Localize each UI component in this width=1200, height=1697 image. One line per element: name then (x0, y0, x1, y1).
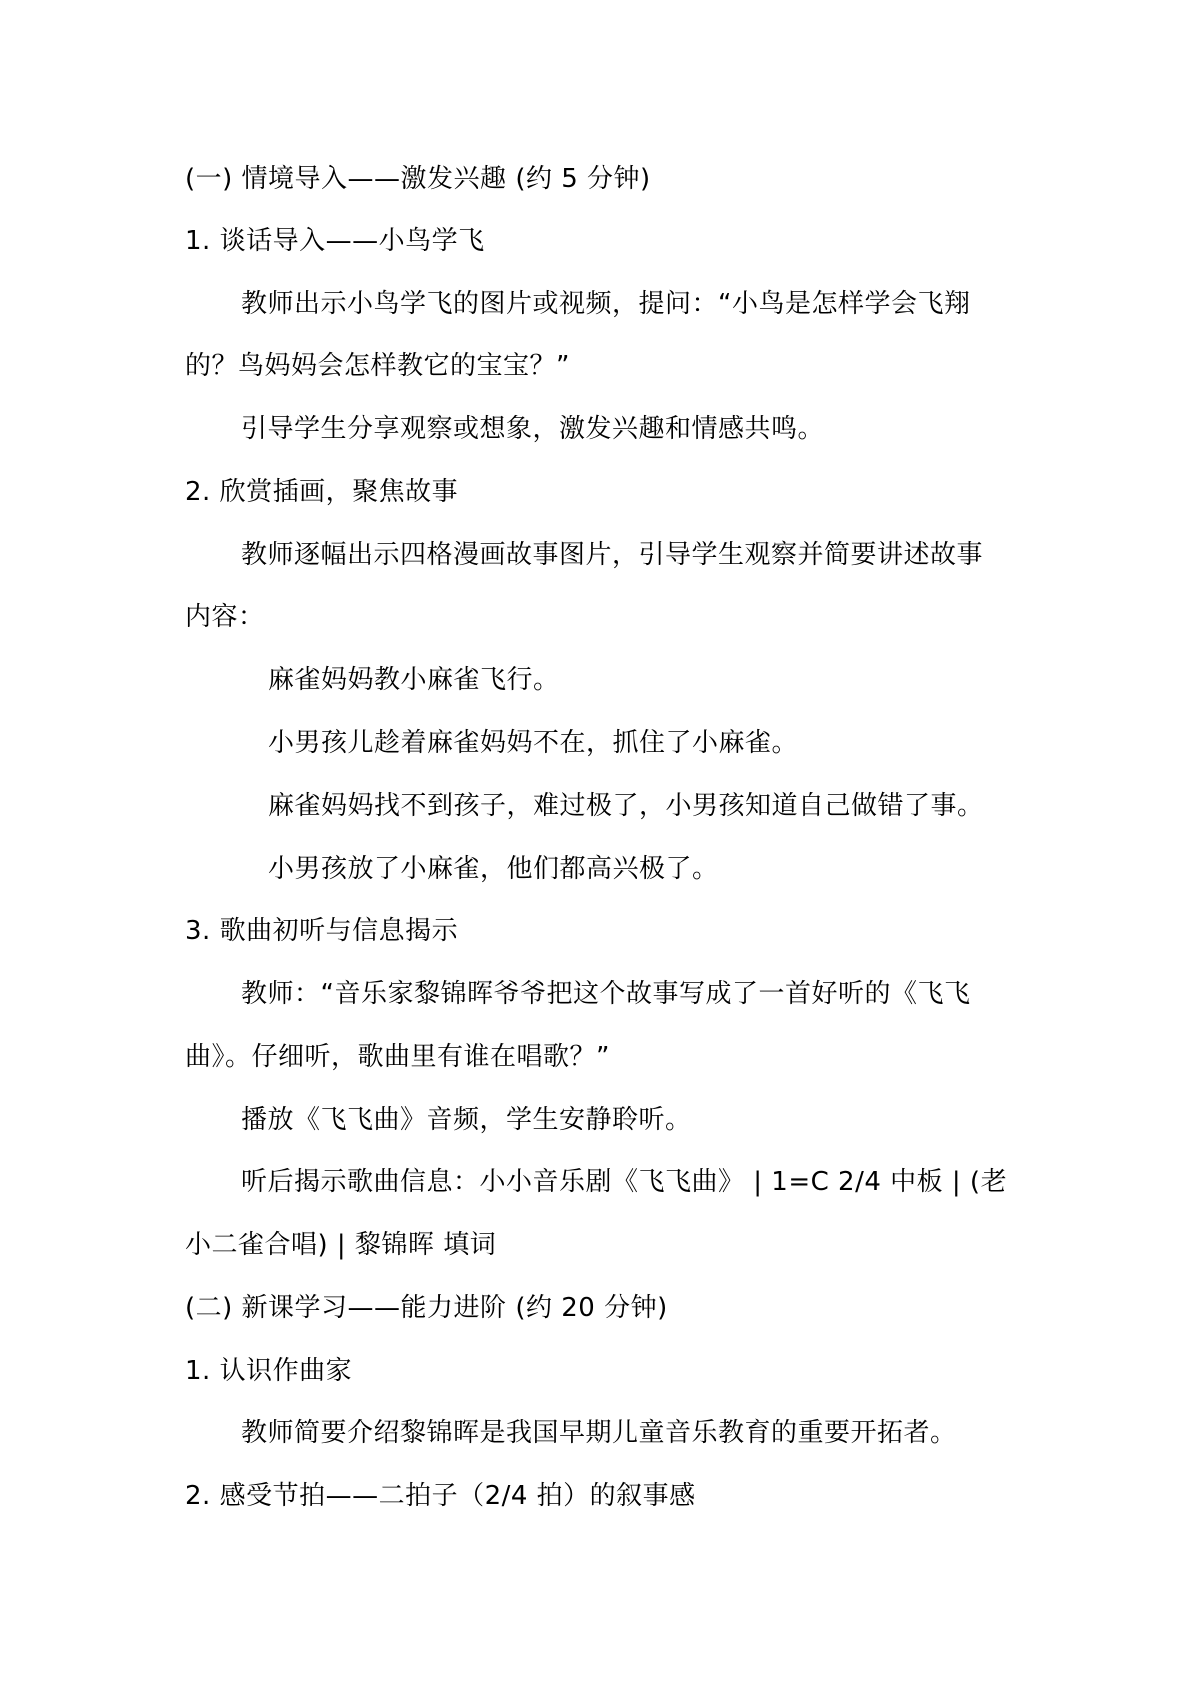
section-heading-2: (二) 新课学习——能力进阶 (约 20 分钟) (185, 1293, 668, 1323)
paragraph-line: 教师：“音乐家黎锦晖爷爷把这个故事写成了一首好听的《飞飞 (241, 979, 971, 1009)
story-item: 麻雀妈妈教小麻雀飞行。 (268, 665, 560, 695)
paragraph-line: 引导学生分享观察或想象，激发兴趣和情感共鸣。 (241, 414, 825, 444)
subheading-1-3: 3. 歌曲初听与信息揭示 (185, 916, 459, 946)
subheading-2-2: 2. 感受节拍——二拍子（2/4 拍）的叙事感 (185, 1481, 696, 1511)
paragraph-line: 内容： (185, 602, 265, 632)
paragraph-line: 教师简要介绍黎锦晖是我国早期儿童音乐教育的重要开拓者。 (241, 1418, 957, 1448)
paragraph-line: 曲》。仔细听，歌曲里有谁在唱歌？” (185, 1042, 610, 1072)
paragraph-line: 的？鸟妈妈会怎样教它的宝宝？” (185, 351, 570, 381)
paragraph-line: 小二雀合唱) | 黎锦晖 填词 (185, 1230, 497, 1260)
subheading-1-2: 2. 欣赏插画，聚焦故事 (185, 477, 459, 507)
story-item: 小男孩儿趁着麻雀妈妈不在，抓住了小麻雀。 (268, 728, 799, 758)
paragraph-line: 教师逐幅出示四格漫画故事图片，引导学生观察并简要讲述故事 (241, 540, 984, 570)
story-item: 麻雀妈妈找不到孩子，难过极了，小男孩知道自己做错了事。 (268, 791, 984, 821)
paragraph-line: 听后揭示歌曲信息：小小音乐剧《飞飞曲》 | 1=C 2/4 中板 | (老 (241, 1167, 1008, 1197)
paragraph-line: 教师出示小鸟学飞的图片或视频，提问：“小鸟是怎样学会飞翔 (241, 289, 971, 319)
subheading-2-1: 1. 认识作曲家 (185, 1356, 353, 1386)
paragraph-line: 播放《飞飞曲》音频，学生安静聆听。 (241, 1105, 692, 1135)
story-item: 小男孩放了小麻雀，他们都高兴极了。 (268, 854, 719, 884)
section-heading-1: (一) 情境导入——激发兴趣 (约 5 分钟) (185, 164, 651, 194)
subheading-1-1: 1. 谈话导入——小鸟学飞 (185, 226, 485, 256)
